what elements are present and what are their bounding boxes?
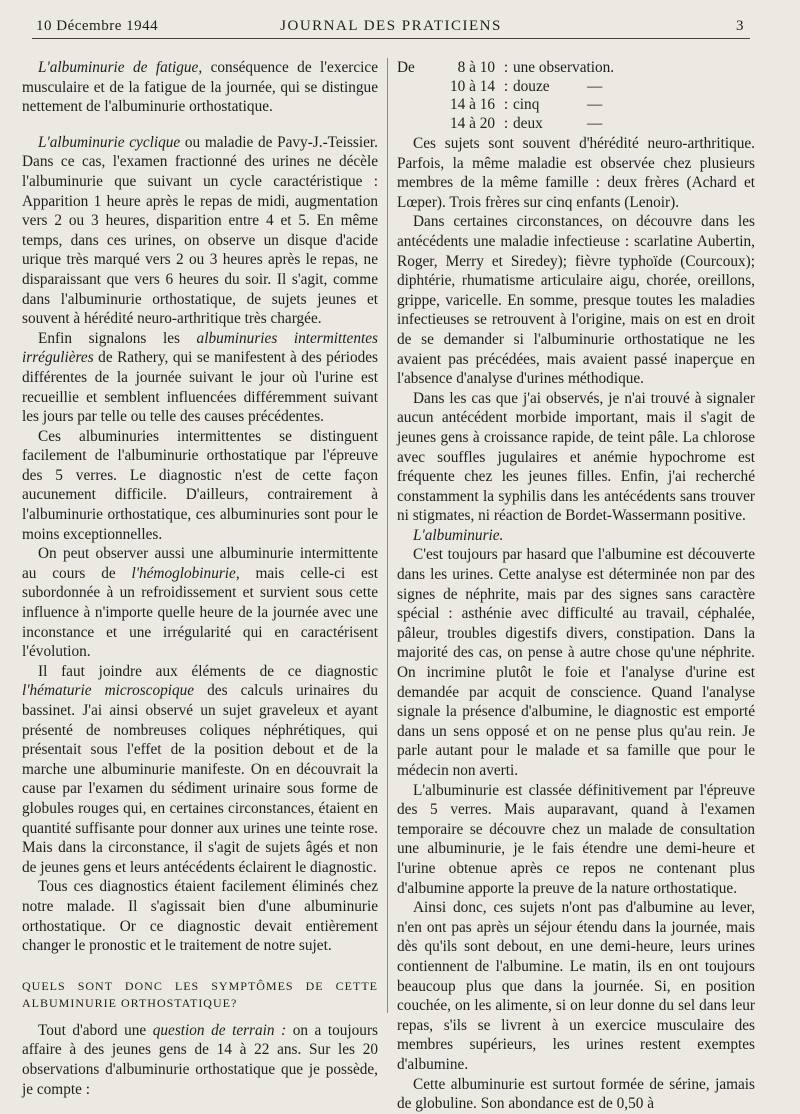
term-italic: l'hémoglobinurie, xyxy=(131,564,240,582)
paragraph-text: On peut observer aussi une albuminurie intermittente au cours de xyxy=(22,545,378,582)
ditto-mark: — xyxy=(587,114,603,132)
right-column xyxy=(397,58,755,1114)
age-range: 8 à 10 xyxy=(457,59,495,76)
age-range: 14 à 16 xyxy=(449,96,495,113)
paragraph: Dans les cas que j'ai observés, je n'ai trouvé à signaler aucun antécédent morbide important, mais il s'agit de jeunes gens à croissance rapide, de teint pâle. La chlorose avec souffles jugulaires et anémie hypochrome est fréquente chez les jeunes filles. Enfin, j'ai recherché constamment la syphilis dans les antécédents sans trouver ni stigmates, ni réaction de Bordet-Wassermann positive. xyxy=(397,389,755,525)
separator: : xyxy=(503,96,509,113)
journal-title: JOURNAL DES PRATICIENS xyxy=(280,18,502,34)
paragraph-text: de Rathery, qui se manifestent à des périodes différentes de la journée suivant le jour où l'urine est recueillie et semblent influencées différemment suivant les jours par telle ou telle des causes précédentes. xyxy=(22,349,378,426)
age-range: 14 à 20 xyxy=(449,114,495,132)
age-distribution-table xyxy=(397,58,755,132)
left-column xyxy=(22,58,378,1099)
row-lead xyxy=(397,114,419,133)
ditto-mark: — xyxy=(587,77,603,95)
term-italic: l'hématurie microscopique xyxy=(22,682,195,700)
separator: : xyxy=(503,114,509,132)
paragraph xyxy=(22,1021,378,1099)
paragraph: Dans certaines circonstances, on découvre dans les antécédents une maladie infectieuse : scarlatine Aubertin, Roger, Merry et Siredey); fièvre typhoïde (Courcoux); diphtérie, rhumatisme articulaire aigu, chorée, oreillons, grippe, varicelle. En somme, presque toutes les maladies infectieuses se retrouvent à l'origine, mais on est en droit de se demander si l'albuminurie orthostatique ne les avaient pas précédées, mais avaient passé inaperçue en l'absence d'analyse d'urines méthodique. xyxy=(397,213,755,388)
paragraph xyxy=(22,58,378,117)
observation-count: cinq xyxy=(513,96,540,113)
header-date: 10 Décembre 1944 xyxy=(36,18,159,34)
paragraph-text: des calculs urinaires du bassinet. J'ai ainsi observé un sujet graveleux et ayant présenté de nombreuses coliques néphrétiques, qui présentait sous l'effet de la position debout et de la marche une albuminurie manifeste. On en découvrait la cause par l'examen du sédiment urinaire sous forme de globules rouges qui, en certaines circonstances, étaient en quantité suffisante pour donner aux urines une teinte rose. Mais dans la circonstance, il s'agit de sujets âgés et non de jeunes gens et leurs antécédents éclairent le diagnostic. xyxy=(22,682,378,876)
paragraph: Cette albuminurie est surtout formée de sérine, jamais de globuline. Son abondance est de 0,50 à xyxy=(397,1075,755,1113)
row-lead: De xyxy=(397,59,415,76)
paragraph-text: Enfin signalons les xyxy=(38,329,197,347)
ditto-mark: — xyxy=(587,96,603,113)
paragraph xyxy=(22,329,378,427)
term-italic: question de terrain : xyxy=(152,1021,287,1039)
paragraph: Ces sujets sont souvent d'hérédité neuro-arthritique. Parfois, la même maladie est observée chez plusieurs membres de la même famille : deux frères (Achard et Lœper). Trois frères sur cinq enfants (Lenoir). xyxy=(397,135,755,211)
paragraph-text: mais celle-ci est subordonnée à un refroidissement et survient sous cette influence à n'importe quelle heure de la journée avec une inconstance et une irrégularité qui en caractérisent l'évolution. xyxy=(22,564,378,661)
row-lead xyxy=(397,77,419,96)
section-title: L'albuminurie. xyxy=(413,526,504,544)
term-italic: L'albuminurie de fatigue, xyxy=(38,59,203,76)
row-lead xyxy=(397,95,419,114)
paragraph xyxy=(22,662,378,878)
paragraph-text: Il faut joindre aux éléments de ce diagnostic xyxy=(38,662,378,680)
question-heading: QUELS SONT DONC LES SYMPTÔMES DE CETTE ALBUMINURIE ORTHOSTATIQUE? xyxy=(22,978,378,1010)
observation-count: deux xyxy=(513,114,543,132)
paragraph-text: on a toujours affaire à des jeunes gens de 14 à 22 ans. Sur les 20 observations d'albuminurie orthostatique que je possède, je compte : xyxy=(22,1021,378,1098)
separator: : xyxy=(503,77,509,95)
table-row xyxy=(397,95,755,114)
column-divider xyxy=(387,58,388,1013)
table-row xyxy=(397,58,755,77)
paragraph: L'albuminurie est classée définitivement par l'épreuve des 5 verres. Mais auparavant, quand à l'examen temporaire se découvre chez un malade de consultation une albuminurie, je le fais étendre une demi-heure et l'urine obtenue après ce repos ne contenant plus d'albumine apporte la preuve de la nature orthostatique. xyxy=(397,781,755,897)
age-range: 10 à 14 xyxy=(449,77,495,95)
paragraph: C'est toujours par hasard que l'albumine est découverte dans les urines. Cette analyse est déterminée non par des signes de néphrite, mais par des signes sans caractère spécial : asthénie avec difficulté au travail, céphalée, pâleur, troubles digestifs divers, constipation. Dans la majorité des cas, on pense à autre chose qu'une néphrite. On incrimine plutôt le foie et l'analyse d'urine est demandée par acquit de conscience. Quand l'analyse signale la présence d'albumine, le diagnostic est emporté dans un sens opposé et on ne pense plus qu'au rein. Je parle autant pour le malade et sa famille que pour le médecin non averti. xyxy=(397,546,755,779)
paragraph-text: ou maladie de Pavy-J.-Teissier. Dans ce cas, l'examen fractionné des urines ne décèle l'albuminurie que suivant un cycle caractéristique : Apparition 1 heure après le repas de midi, augmentation vers 2 ou 3 heures, disparition entre 4 et 5. En même temps, dans ces urines, on observe un disque d'acide urique très marqué vers 2 ou 3 heures après le repas, ne disparaissant que vers 6 heures du soir. Il s'agit, comme dans l'albuminurie orthostatique, de sujets jeunes et souvent à hérédité neuro-arthritique très chargée. xyxy=(22,133,378,328)
observation-count: une observation. xyxy=(513,59,615,76)
table-row xyxy=(397,114,755,133)
term-italic: albuminuries intermittentes irrégulières xyxy=(22,329,378,367)
separator: : xyxy=(503,59,509,76)
term-italic: L'albuminurie cyclique xyxy=(38,133,181,151)
paragraph-text: conséquence de l'exercice musculaire et de la fatigue de la journée, qui se distingue nettement de l'albuminurie orthostatique. xyxy=(22,59,378,116)
observation-count: douze xyxy=(513,77,550,95)
paragraph: Tous ces diagnostics étaient facilement éliminés chez notre malade. Il s'agissait bien d'une albuminurie orthostatique. Or ce diagnostic devait entièrement changer le pronostic et le traitement de notre sujet. xyxy=(22,878,378,955)
paragraph-text: Tout d'abord une xyxy=(38,1021,153,1039)
table-row xyxy=(397,77,755,96)
paragraph: Ces albuminuries intermittentes se distinguent facilement de l'albuminurie orthostatique par l'épreuve des 5 verres. Le diagnostic n'est de cette façon aucunement difficile. D'ailleurs, contrairement à l'albuminurie orthostatique, ces albuminuries sont pour le moins exceptionnelles. xyxy=(22,427,378,543)
page-number: 3 xyxy=(736,18,744,34)
page-header xyxy=(32,12,750,39)
paragraph xyxy=(22,544,378,662)
paragraph xyxy=(22,133,378,329)
paragraph: Ainsi donc, ces sujets n'ont pas d'albumine au lever, n'en ont pas après un séjour étendu dans la journée, mais dès qu'ils sont debout, en une demi-heure, leurs urines contiennent de l'albumine. Le matin, ils en ont toujours beaucoup plus que dans la journée. Si, en position couchée, on les alimente, si on leur donne du sel dans leur repas, s'ils se livrent à un exercice musculaire des membres supérieurs, les urines restent exemptes d'albumine. xyxy=(397,899,755,1073)
